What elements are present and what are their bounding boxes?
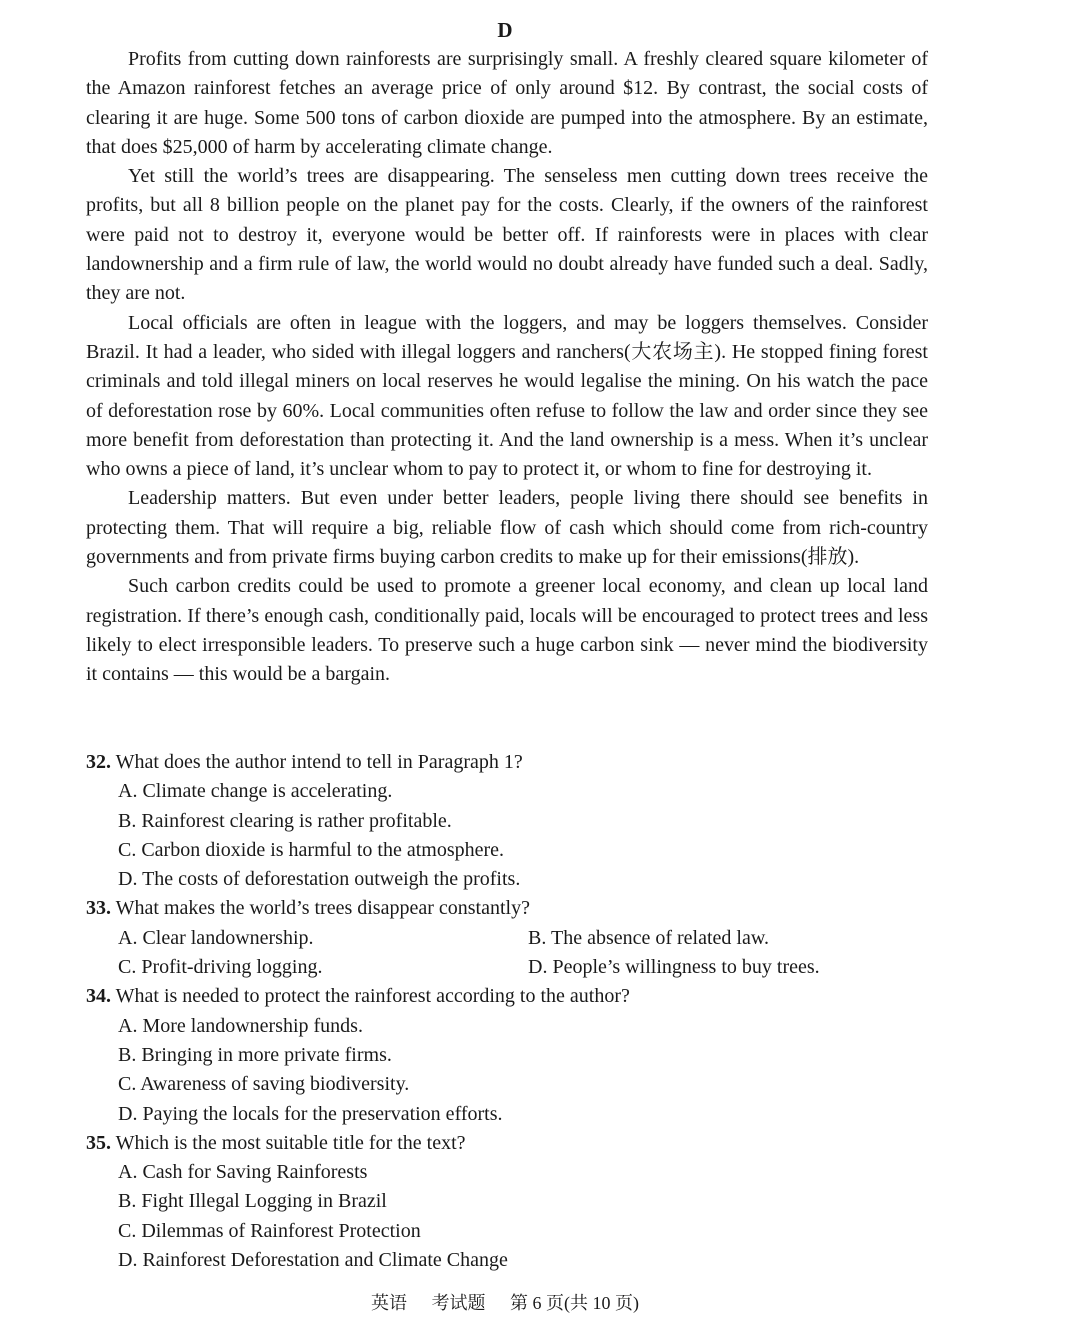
- footer-page-info: 第 6 页(共 10 页): [510, 1293, 639, 1313]
- option-grid: [118, 924, 928, 983]
- question-number: 35.: [86, 1131, 111, 1154]
- option-c: C. Dilemmas of Rainforest Protection: [118, 1219, 421, 1242]
- option-c: C. Carbon dioxide is harmful to the atmosphere.: [118, 838, 505, 861]
- question-34: [86, 982, 928, 1128]
- page-footer: [0, 1289, 1010, 1315]
- option-b: B. Rainforest clearing is rather profitable.: [118, 809, 452, 832]
- question-33: [86, 894, 928, 982]
- question-stem: [86, 748, 928, 777]
- footer-exam-label: 考试题: [431, 1293, 486, 1313]
- passage-paragraph-3: Local officials are often in league with the loggers, and may be loggers themselves. Consider Brazil. It had a leader, who sided with illegal loggers and ranchers(大农场主). He stopped fining forest criminals and told illegal miners on local reserves he would legalise the mining. On his watch the pace of deforestation rose by 60%. Local communities often refuse to follow the law and order since they see more benefit from deforestation than protecting it. And the land ownership is a mess. When it’s unclear who owns a piece of land, it’s unclear whom to pay to protect it, or whom to fine for destroying it.: [86, 311, 928, 481]
- question-number: 32.: [86, 751, 111, 773]
- option-c: C. Awareness of saving biodiversity.: [118, 1073, 410, 1096]
- option-c: C. Profit-driving logging.: [118, 956, 323, 979]
- option-d: D. Rainforest Deforestation and Climate Change: [118, 1249, 508, 1272]
- section-title: D: [497, 18, 513, 42]
- option-b: B. The absence of related law.: [528, 926, 770, 949]
- question-list: [86, 748, 928, 1275]
- option-b: B. Bringing in more private firms.: [118, 1043, 392, 1066]
- question-number: 34.: [86, 985, 111, 1008]
- option-d: D. Paying the locals for the preservation efforts.: [118, 1102, 503, 1125]
- question-text: Which is the most suitable title for the text?: [115, 1131, 466, 1154]
- passage-paragraph-1: Profits from cutting down rainforests are surprisingly small. A freshly cleared square kilometer of the Amazon rainforest fetches an average price of only around $12. By contrast, the social costs of clearing it are huge. Some 500 tons of carbon dioxide are pumped into the atmosphere. By an estimate, that does $25,000 of harm by accelerating climate change.: [86, 48, 928, 158]
- passage-paragraph-5: Such carbon credits could be used to promote a greener local economy, and clean up local land registration. If there’s enough cash, conditionally paid, locals will be encouraged to protect trees and less likely to elect irresponsible leaders. To preserve such a huge carbon sink — never mind the biodiversity it contains — this would be a bargain.: [86, 575, 928, 686]
- question-number: 33.: [86, 897, 111, 920]
- passage-paragraph-4: Leadership matters. But even under better leaders, people living there should see benefits in protecting them. That will require a big, reliable flow of cash which should come from rich-country governments and from private firms buying carbon credits to make up for their emissions(排放).: [86, 487, 928, 569]
- passage-paragraph-2: Yet still the world’s trees are disappearing. The senseless men cutting down trees receive the profits, but all 8 billion people on the planet pay for the costs. Clearly, if the owners of the rainforest were paid not to destroy it, everyone would be better off. If rainforests were in places with clear landownership and a firm rule of law, the world would no doubt already have funded such a deal. Sadly, they are not.: [86, 165, 928, 305]
- question-stem: [86, 982, 928, 1011]
- question-35: [86, 1129, 928, 1275]
- question-text: What makes the world’s trees disappear constantly?: [115, 897, 530, 920]
- option-a: A. Cash for Saving Rainforests: [118, 1161, 368, 1184]
- question-stem: [86, 1129, 928, 1158]
- question-stem: [86, 894, 928, 923]
- question-32: [86, 748, 928, 894]
- option-a: A. More landownership funds.: [118, 1014, 363, 1037]
- question-text: What is needed to protect the rainforest according to the author?: [115, 985, 630, 1008]
- option-a: A. Clear landownership.: [118, 926, 314, 949]
- reading-passage: [86, 45, 928, 690]
- option-b: B. Fight Illegal Logging in Brazil: [118, 1190, 387, 1213]
- option-a: A. Climate change is accelerating.: [118, 780, 393, 803]
- option-d: D. People’s willingness to buy trees.: [528, 956, 820, 979]
- question-text: What does the author intend to tell in Paragraph 1?: [115, 751, 523, 773]
- footer-subject: 英语: [371, 1293, 407, 1313]
- option-d: D. The costs of deforestation outweigh the profits.: [118, 868, 521, 891]
